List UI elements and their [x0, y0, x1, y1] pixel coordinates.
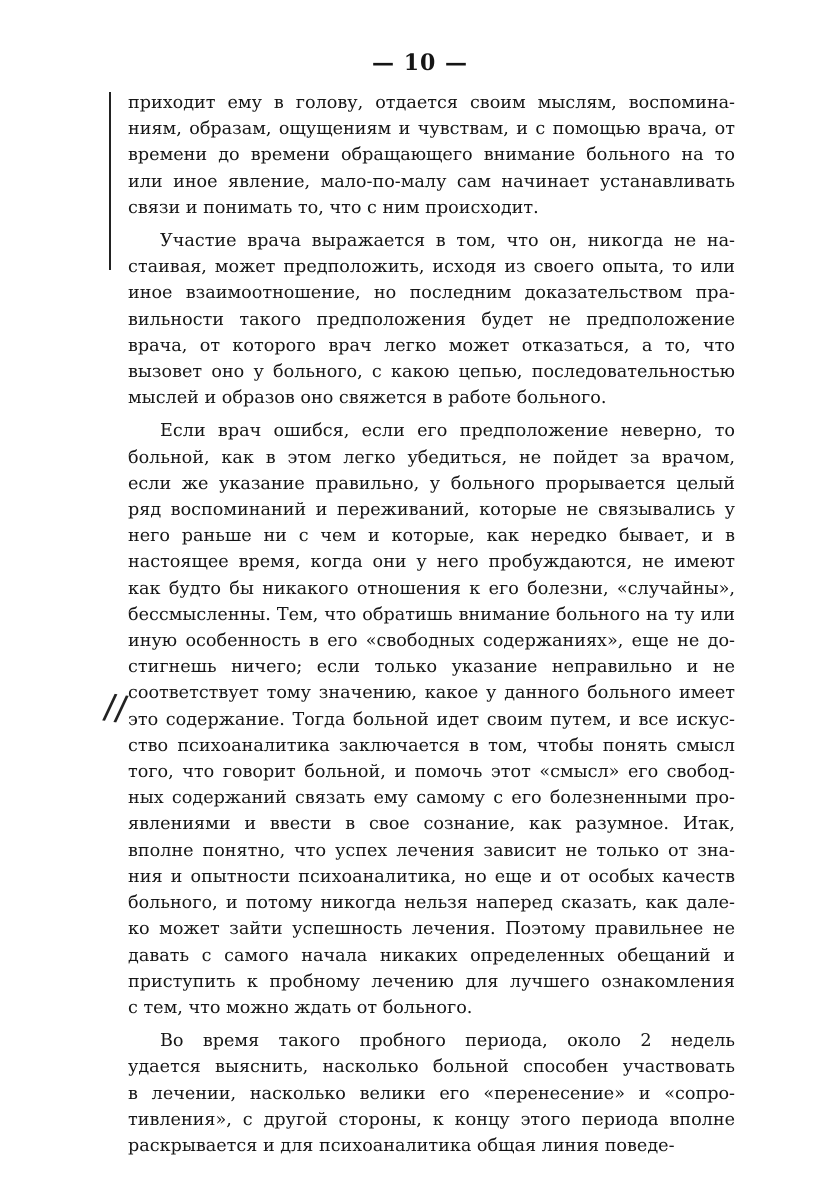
text-line: стигнешь ничего; если только указание неправильно и не — [128, 657, 735, 678]
text-line: него раньше ни с чем и которые, как нередко бывает, и в — [128, 526, 735, 547]
text-line: Участие врача выражается в том, что он, никогда не на- — [160, 231, 735, 252]
text-line: вильности такого предположения будет не предположение — [128, 309, 735, 330]
text-line: если же указание правильно, у больного прорывается целый — [128, 473, 735, 494]
paragraph — [128, 90, 735, 221]
text-line: времени до времени обращающего внимание больного на то — [128, 145, 735, 166]
text-line: стаивая, может предположить, исходя из своего опыта, то или — [128, 257, 735, 278]
text-line: или иное явление, мало-по-малу сам начинает устанавливать — [128, 171, 735, 192]
paragraph — [128, 418, 735, 1021]
text-line: врача, от которого врач легко может отказаться, а то, что — [128, 335, 735, 356]
text-line: вполне понятно, что успех лечения зависит не только от зна- — [128, 840, 735, 861]
text-line: бессмысленны. Тем, что обратишь внимание больного на ту или — [128, 604, 735, 625]
page-number: — 10 — — [372, 50, 468, 76]
body-text — [128, 90, 735, 1159]
text-line: как будто бы никакого отношения к его болезни, «случайны», — [128, 578, 735, 599]
text-line: тивления», с другой стороны, к концу этого периода вполне — [128, 1109, 735, 1130]
text-line: ния и опытности психоаналитика, но еще и от особых качеств — [128, 866, 735, 887]
text-line: ство психоаналитика заключается в том, чтобы понять смысл — [128, 735, 735, 756]
text-line: ко может зайти успешность лечения. Поэтому правильнее не — [128, 919, 735, 940]
text-line: иное взаимоотношение, но последним доказательством пра- — [128, 283, 735, 304]
text-line: удается выяснить, насколько больной способен участвовать — [128, 1057, 735, 1078]
text-line: настоящее время, когда они у него пробуждаются, не имеют — [128, 552, 735, 573]
text-line: того, что говорит больной, и помочь этот «смысл» его свобод- — [128, 762, 735, 783]
text-line: раскрывается и для психоаналитика общая линия поведе- — [128, 1135, 675, 1156]
text-line: давать с самого начала никаких определенных обещаний и — [128, 945, 735, 966]
text-line: в лечении, насколько велики его «перенесение» и «сопро- — [128, 1083, 735, 1104]
text-line: с тем, что можно ждать от больного. — [128, 997, 473, 1018]
margin-line — [109, 92, 111, 270]
text-line: Во время такого пробного периода, около 2 недель — [160, 1031, 735, 1052]
text-line: ниям, образам, ощущениям и чувствам, и с помощью врача, от — [128, 119, 735, 140]
paragraph — [128, 1028, 735, 1159]
text-line: ных содержаний связать ему самому с его болезненными про- — [128, 788, 735, 809]
text-line: соответствует тому значению, какое у данного больного имеет — [128, 683, 735, 704]
text-line: явлениями и ввести в свое сознание, как разумное. Итак, — [128, 814, 735, 835]
text-line: связи и понимать то, что с ним происходит. — [128, 197, 539, 218]
text-line: ряд воспоминаний и переживаний, которые не связывались у — [128, 500, 735, 521]
paragraph — [128, 228, 735, 411]
margin-mark-slashes: // — [101, 686, 130, 730]
text-line: приступить к пробному лечению для лучшего ознакомления — [128, 971, 735, 992]
text-line: вызовет оно у больного, с какою цепью, последовательностью — [128, 362, 735, 383]
text-line: больной, как в этом легко убедиться, не пойдет за врачом, — [128, 447, 735, 468]
text-line: больного, и потому никогда нельзя наперед сказать, как дале- — [128, 893, 735, 914]
text-line: приходит ему в голову, отдается своим мыслям, воспомина- — [128, 93, 735, 113]
text-line: мыслей и образов оно свяжется в работе больного. — [128, 388, 607, 409]
text-line: это содержание. Тогда больной идет своим путем, и все искус- — [128, 709, 735, 730]
text-line: Если врач ошибся, если его предположение неверно, то — [160, 421, 735, 442]
text-line: иную особенность в его «свободных содержаниях», еще не до- — [128, 631, 735, 652]
